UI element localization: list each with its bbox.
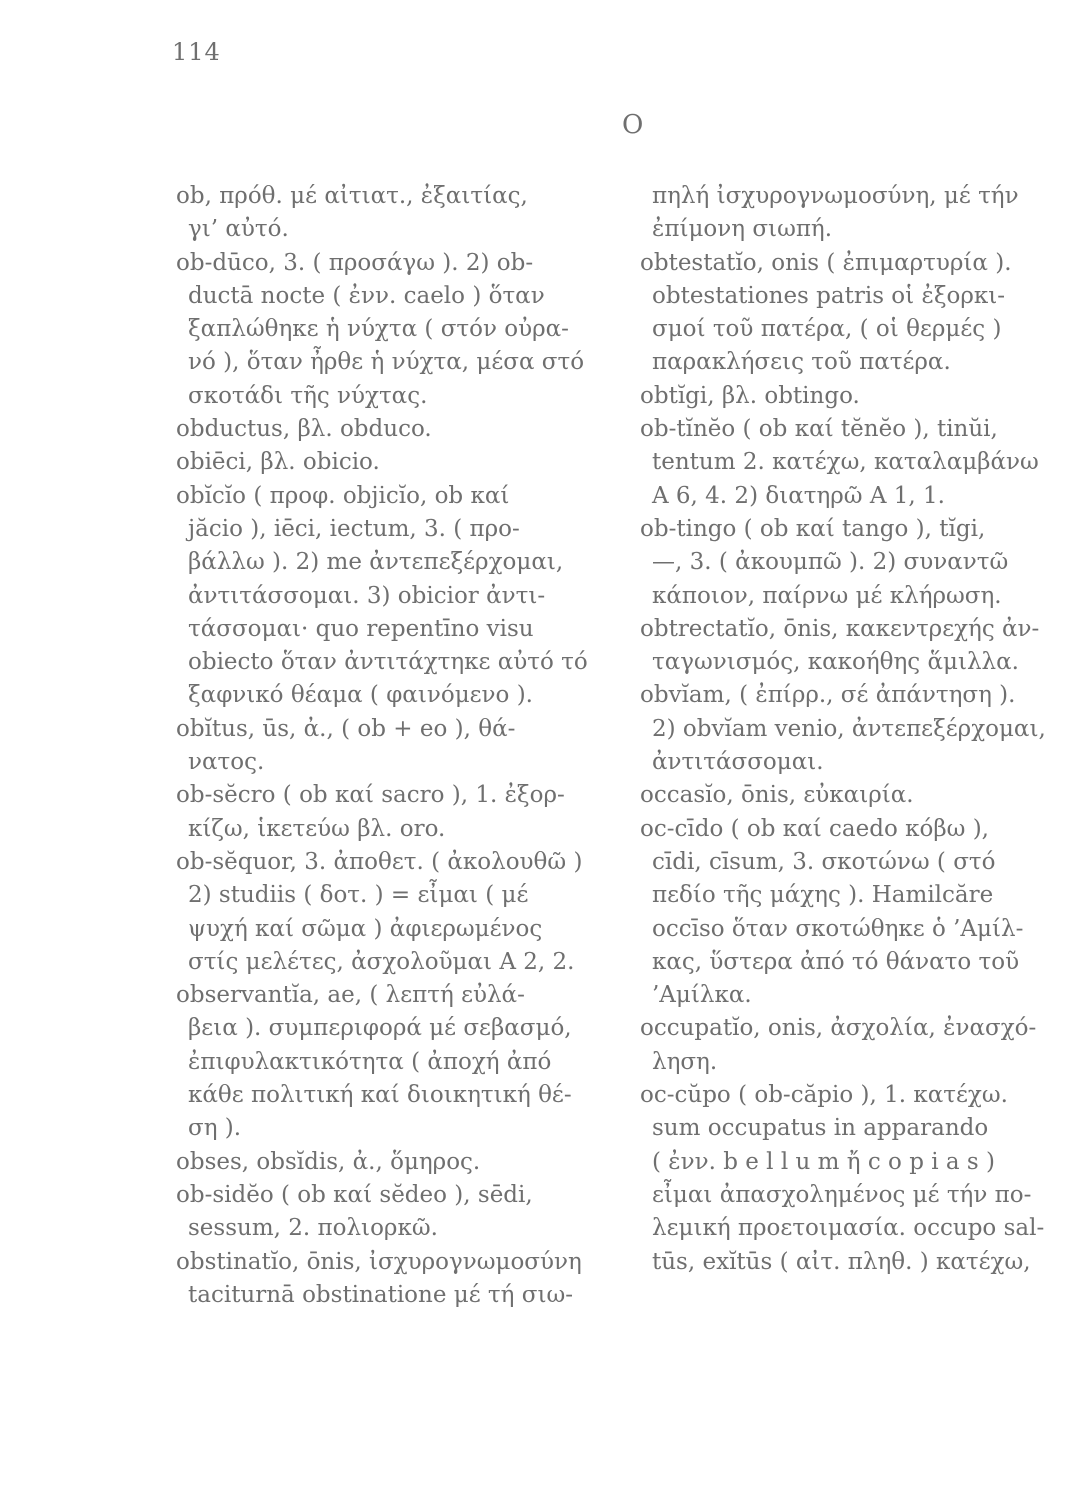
entry-line: cīdi, cīsum, 3. σκοτώνω ( στό (652, 848, 996, 875)
entry-line: obtrectatĭo, ōnis, κακεντρεχής ἀν- (640, 615, 1040, 642)
entry-line: ob-tĭnĕo ( ob καί tĕnĕo ), tinŭi, (640, 416, 998, 443)
entry-line: ση ). (188, 1115, 242, 1142)
entry-line: ob, πρόθ. μέ αἰτιατ., ἐξαιτίας, (176, 183, 528, 209)
entry-line: taciturnā obstinatione μέ τή σιω- (188, 1281, 573, 1308)
entry-line: obiēci, βλ. obicio. (176, 449, 380, 476)
entry-line: sum occupatus in apparando (652, 1115, 989, 1142)
entry-line: obstinatĭo, ōnis, ἰσχυρογνωμοσύνη (176, 1248, 582, 1275)
entry-line: obductus, βλ. obduco. (176, 416, 432, 443)
entry-line: jăcio ), iēci, iectum, 3. ( προ- (188, 515, 520, 542)
entry-line: ob-sĕcro ( ob καί sacro ), 1. ἐξορ- (176, 782, 565, 809)
entry-line: ob-sĕquor, 3. ἀποθετ. ( ἀκολουθῶ ) (176, 848, 583, 875)
entry-line: πηλή ἰσχυρογνωμοσύνη, μέ τήν (652, 183, 1019, 209)
entry-line: obses, obsĭdis, ἀ., ὅμηρος. (176, 1148, 481, 1175)
entry-line: ἐπίμονη σιωπή. (652, 216, 833, 243)
entry-line: ἐπιφυλακτικότητα ( ἀποχή ἀπό (188, 1048, 552, 1075)
entry-line: obtestatĭo, onis ( ἐπιμαρτυρία ). (640, 249, 1012, 276)
entry-line: 2) obvĭam venio, ἀντεπεξέρχομαι, (652, 715, 1046, 742)
entry-line: γι’ αὐτό. (188, 216, 289, 243)
entry-line: ob-dūco, 3. ( προσάγω ). 2) ob- (176, 249, 534, 276)
entry-line: observantĭa, ae, ( λεπτή εὐλά- (176, 982, 525, 1009)
entry-line: obvĭam, ( ἐπίρρ., σέ ἀπάντηση ). (640, 682, 1016, 709)
entry-line: κίζω, ἱκετεύω βλ. oro. (188, 815, 446, 842)
entry-line: obtestationes patris οἱ ἐξορκι- (652, 282, 1006, 309)
entry-line: ( ἐνν. b e l l u m ἤ c o p i a s ) (652, 1148, 996, 1175)
entry-line: στίς μελέτες, ἀσχολοῦμαι Α 2, 2. (188, 948, 575, 975)
entry-line: παρακλήσεις τοῦ πατέρα. (652, 349, 951, 376)
entry-line: occīso ὅταν σκοτώθηκε ὁ ’Αμίλ- (652, 915, 1024, 942)
entry-line: κας, ὕστερα ἀπό τό θάνατο τοῦ (652, 948, 1020, 975)
page-number: 114 (172, 38, 221, 66)
entry-line: σκοτάδι τῆς νύχτας. (188, 382, 428, 409)
entry-line: ἀντιτάσσομαι. (652, 749, 824, 776)
entry-line: κάποιον, παίρνω μέ κλήρωση. (652, 582, 1002, 609)
entry-line: 2) studiis ( δοτ. ) = εἶμαι ( μέ (188, 882, 529, 909)
entry-line: λεμική προετοιμασία. occupo sal- (652, 1215, 1045, 1242)
entry-line: ἀντιτάσσομαι. 3) obicior ἀντι- (188, 582, 546, 609)
entry-line: tūs, exĭtūs ( αἰτ. πληθ. ) κατέχω, (652, 1248, 1031, 1275)
entry-line: νατος. (188, 749, 265, 776)
entry-line: ξαπλώθηκε ἡ νύχτα ( στόν οὐρα- (188, 316, 569, 343)
entry-line: ταγωνισμός, κακοήθης ἅμιλλα. (652, 649, 1019, 676)
entry-line: sessum, 2. πολιορκῶ. (188, 1215, 438, 1242)
section-letter: O (622, 110, 644, 140)
entry-line: ξαφνικό θέαμα ( φαινόμενο ). (188, 682, 533, 709)
entry-line: Α 6, 4. 2) διατηρῶ Α 1, 1. (652, 482, 945, 509)
entry-line: obtĭgi, βλ. obtingo. (640, 382, 860, 409)
entry-line: βάλλω ). 2) me ἀντεπεξέρχομαι, (188, 549, 564, 576)
entry-line: σμοί τοῦ πατέρα, ( οἱ θερμές ) (652, 316, 1002, 343)
entry-line: occasĭo, ōnis, εὐκαιρία. (640, 782, 914, 809)
entry-line: ob-sidĕo ( ob καί sĕdeo ), sēdi, (176, 1181, 533, 1208)
entry-line: ψυχή καί σῶμα ) ἀφιερωμένος (188, 915, 543, 942)
entry-line: εἶμαι ἀπασχολημένος μέ τήν πο- (652, 1181, 1032, 1208)
entry-line: νό ), ὅταν ἦρθε ἡ νύχτα, μέσα στό (188, 349, 585, 376)
entry-line: βεια ). συμπεριφορά μέ σεβασμό, (188, 1015, 572, 1042)
dictionary-column-right (640, 180, 1080, 1279)
entry-line: ob-tingo ( ob καί tango ), tĭgi, (640, 515, 986, 542)
entry-line: obiecto ὅταν ἀντιτάχτηκε αὐτό τό (188, 649, 588, 676)
entry-line: τάσσομαι· quo repentīno visu (188, 615, 534, 642)
entry-line: —, 3. ( ἀκουμπῶ ). 2) συναντῶ (652, 549, 1009, 576)
entry-line: obĭcĭo ( προφ. objicĭo, ob καί (176, 482, 510, 509)
entry-line: κάθε πολιτική καί διοικητική θέ- (188, 1082, 572, 1109)
entry-line: oc-cŭpo ( ob-căpio ), 1. κατέχω. (640, 1082, 1008, 1109)
entry-line: ληση. (652, 1048, 718, 1075)
entry-line: obĭtus, ūs, ἀ., ( ob + eo ), θά- (176, 715, 516, 742)
entry-line: tentum 2. κατέχω, καταλαμβάνω (652, 449, 1039, 476)
entry-line: ’Αμίλκα. (652, 982, 752, 1009)
entry-line: occupatĭo, onis, ἀσχολία, ἐνασχό- (640, 1015, 1037, 1042)
dictionary-column-left (176, 180, 616, 1312)
entry-line: ductā nocte ( ἐνν. caelo ) ὅταν (188, 282, 545, 309)
entry-line: oc-cīdo ( ob καί caedo κόβω ), (640, 815, 989, 842)
entry-line: πεδίο τῆς μάχης ). Hamilcăre (652, 882, 994, 909)
